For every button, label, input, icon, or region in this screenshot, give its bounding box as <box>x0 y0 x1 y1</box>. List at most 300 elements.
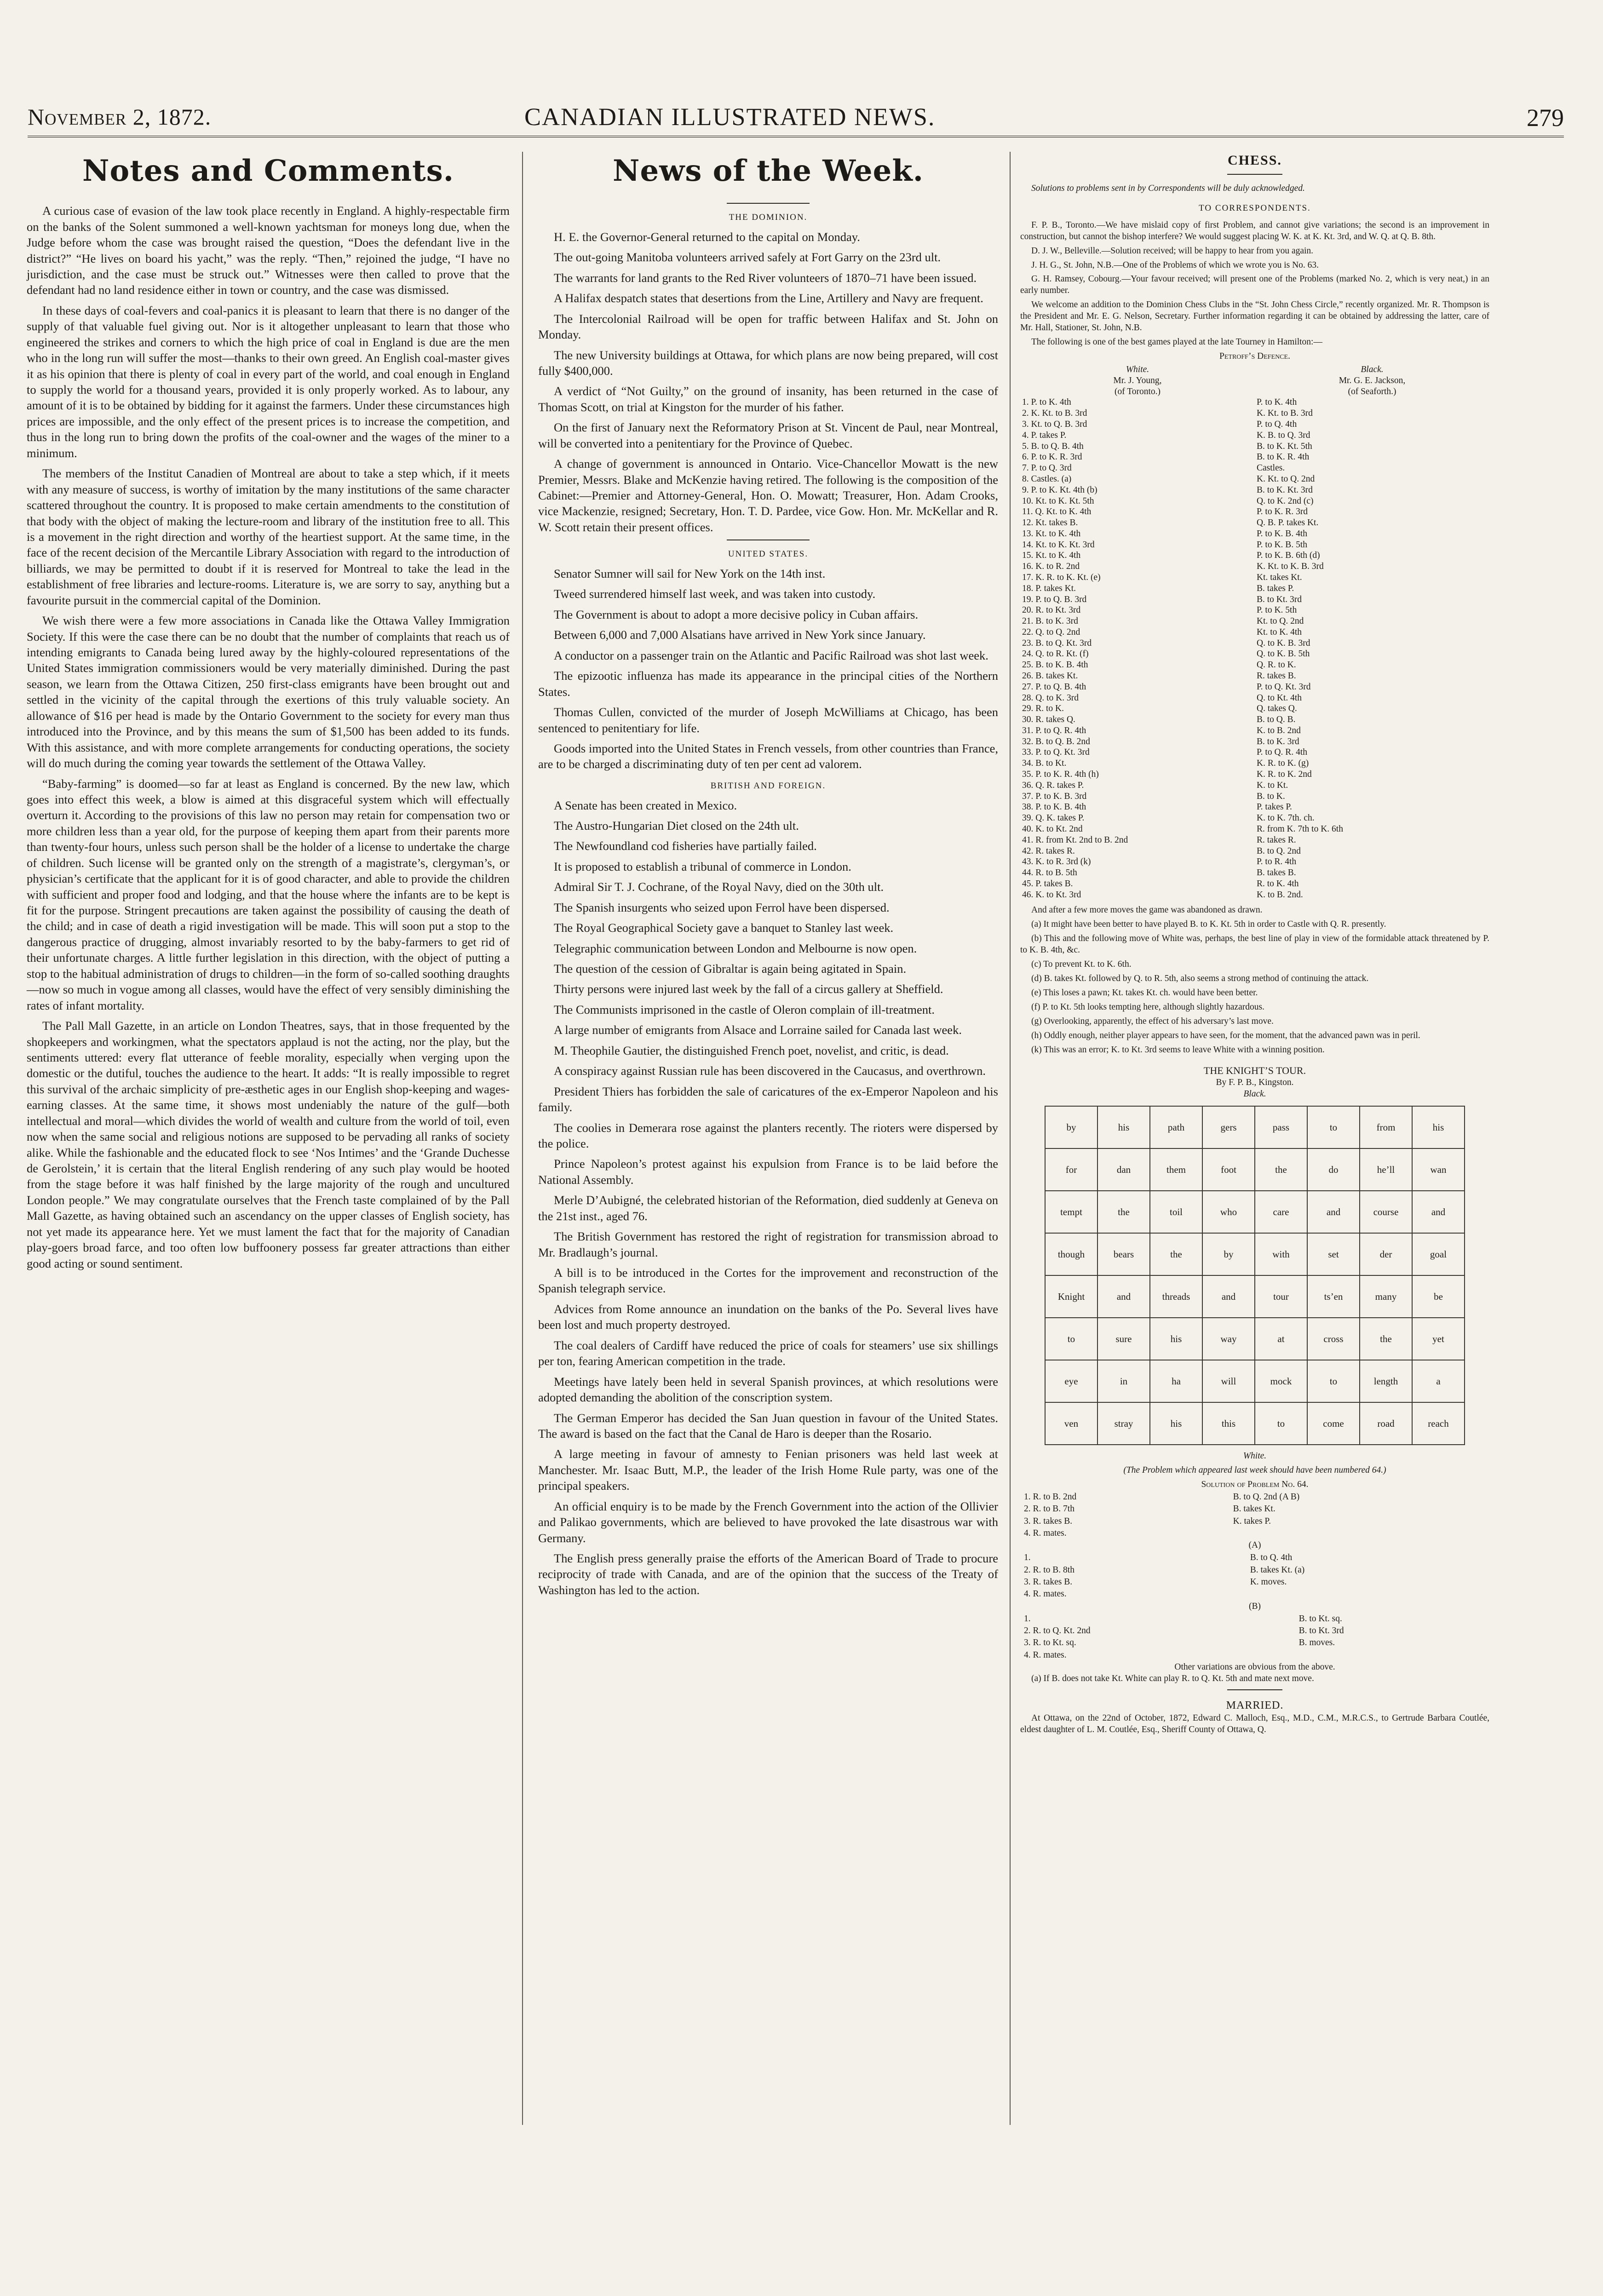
tour-cell: tempt <box>1045 1191 1097 1233</box>
tour-row <box>1045 1275 1465 1318</box>
white-move: 24. Q. to R. Kt. (f) <box>1022 649 1089 659</box>
tour-cell: wan <box>1412 1148 1465 1191</box>
black-move: B. to Kt. 3rd <box>1257 594 1302 604</box>
solution-row <box>1021 1577 1488 1588</box>
white-move: 46. K. to Kt. 3rd <box>1022 890 1081 900</box>
notes-column <box>27 152 510 1276</box>
variation-a-label: (A) <box>1248 1540 1261 1550</box>
solution-row <box>1021 1516 1488 1527</box>
tour-cell: dan <box>1097 1148 1150 1191</box>
news-item: A conductor on a passenger train on the Atlantic and Pacific Railroad was shot last week. <box>554 648 988 662</box>
move-row <box>1020 693 1489 704</box>
solution-row <box>1021 1637 1488 1648</box>
move-row <box>1020 419 1489 430</box>
white-move: 43. K. to R. 3rd (k) <box>1022 857 1091 867</box>
solution-table <box>1020 1491 1489 1540</box>
correspondent-note: G. H. Ramsey, Cobourg.—Your favour received; will present one of the Problems (marked No. 2, which is very neat,) in an early number. <box>1020 274 1489 296</box>
news-item: On the first of January next the Reformatory Prison at St. Vincent de Paul, near Montreal, will be converted into a penitentiary for the Province of Quebec. <box>538 420 998 450</box>
news-item: The Spanish insurgents who seized upon Ferrol have been dispersed. <box>554 900 890 914</box>
black-player: Mr. G. E. Jackson, <box>1339 375 1406 385</box>
tour-cell: der <box>1360 1233 1412 1275</box>
news-item: A large meeting in favour of amnesty to Fenian prisoners was held last week at Manchester. Mr. Isaac Butt, M.P., the leader of the Irish Home Rule party, was one of the principal speakers. <box>538 1447 998 1493</box>
black-move: B. takes B. <box>1257 868 1296 878</box>
black-move: P. to K. R. 3rd <box>1257 507 1308 517</box>
news-item: Meetings have lately been held in several Spanish provinces, at which resolutions were adopted demanding the abolition of the conscription system. <box>538 1374 998 1405</box>
white-move: 5. B. to Q. B. 4th <box>1022 441 1084 451</box>
section-british-foreign: BRITISH AND FOREIGN. <box>710 781 826 791</box>
white-move: 3. R. to Kt. sq. <box>1024 1638 1076 1648</box>
black-move: Kt. to Q. 2nd <box>1257 616 1304 626</box>
move-row <box>1020 736 1489 747</box>
black-move: P. to K. B. 6th (d) <box>1257 551 1320 561</box>
black-move: B. to Kt. 3rd <box>1298 1626 1344 1636</box>
game-notes <box>1020 919 1489 1056</box>
united-states-items <box>538 566 998 772</box>
news-item: The Intercolonial Railroad will be open for traffic between Halifax and St. John on Monday. <box>538 311 998 342</box>
news-item: A conspiracy against Russian rule has been discovered in the Caucasus, and overthrown. <box>554 1064 986 1078</box>
black-move: B. moves. <box>1298 1638 1335 1648</box>
move-row <box>1020 878 1489 890</box>
news-item: The English press generally praise the efforts of the American Board of Trade to procure reciprocity of trade with Canada, and are of the opinion that the success of the Treaty of Washington has led to the action. <box>538 1551 998 1597</box>
white-move: 1. <box>1024 1613 1031 1624</box>
news-item: Goods imported into the United States in French vessels, from other countries than France, are to be charged a discriminating duty of ten per cent ad valorem. <box>538 741 998 771</box>
game-note: (g) Overlooking, apparently, the effect of his adversary’s last move. <box>1031 1016 1274 1027</box>
tour-cell: do <box>1307 1148 1360 1191</box>
tour-cell: bears <box>1097 1233 1150 1275</box>
black-move: P. to K. 5th <box>1257 605 1297 615</box>
variation-a-table <box>1020 1551 1489 1601</box>
news-item: The out-going Manitoba volunteers arrived safely at Fort Garry on the 23rd ult. <box>554 250 941 264</box>
black-move: P. to K. B. 5th <box>1257 540 1307 550</box>
correspondents-list <box>1020 220 1489 297</box>
white-move: 11. Q. Kt. to K. 4th <box>1022 507 1092 517</box>
move-row <box>1020 517 1489 528</box>
tour-cell: to <box>1255 1402 1307 1445</box>
solution-title: Solution of Problem No. 64. <box>1201 1479 1309 1489</box>
black-move <box>1247 1589 1488 1600</box>
news-item: Thomas Cullen, convicted of the murder of Joseph McWilliams at Chicago, has been sentenced to penitentiary for life. <box>538 705 998 735</box>
game-note: (k) This was an error; K. to Kt. 3rd seems to leave White with a winning position. <box>1031 1045 1325 1055</box>
section-dominion: THE DOMINION. <box>729 212 808 223</box>
move-row <box>1020 703 1489 714</box>
white-move: 4. R. mates. <box>1024 1650 1067 1660</box>
white-move: 6. P. to K. R. 3rd <box>1022 452 1082 462</box>
black-move: P. to K. 4th <box>1257 397 1297 408</box>
solution-row <box>1021 1565 1488 1576</box>
tour-cell: to <box>1307 1106 1360 1148</box>
white-move: 21. B. to K. 3rd <box>1022 616 1078 626</box>
white-move: 33. P. to Q. Kt. 3rd <box>1022 747 1090 758</box>
divider <box>727 203 810 204</box>
game-after: And after a few more moves the game was abandoned as drawn. <box>1031 905 1263 915</box>
news-item: The British Government has restored the right of registration for transmission abroad to Mr. Bradlaugh’s journal. <box>538 1229 998 1259</box>
tour-cell: his <box>1097 1106 1150 1148</box>
white-move: 37. P. to K. B. 3rd <box>1022 791 1087 801</box>
white-move: 29. R. to K. <box>1022 704 1064 714</box>
tour-cell: goal <box>1412 1233 1465 1275</box>
tour-cell: way <box>1202 1318 1255 1360</box>
white-move: 3. R. takes B. <box>1024 1577 1073 1587</box>
news-item: The coolies in Demerara rose against the planters recently. The rioters were dispersed by the police. <box>538 1120 998 1150</box>
white-move: 8. Castles. (a) <box>1022 474 1072 484</box>
news-item: The Newfoundland cod fisheries have partially failed. <box>554 839 817 853</box>
tour-cell: by <box>1045 1106 1097 1148</box>
move-row <box>1020 780 1489 791</box>
move-row <box>1020 627 1489 638</box>
game-note: (a) It might have been better to have played B. to K. Kt. 5th in order to Castle with Q. R. presently. <box>1031 919 1386 930</box>
move-row <box>1020 561 1489 572</box>
move-row <box>1020 485 1489 496</box>
solution-row <box>1021 1625 1488 1636</box>
news-item: Thirty persons were injured last week by the fall of a circus gallery at Sheffield. <box>554 982 943 996</box>
move-row <box>1020 660 1489 671</box>
tour-cell: and <box>1307 1191 1360 1233</box>
black-move: B. takes Kt. (a) <box>1250 1565 1305 1575</box>
tour-cell: care <box>1255 1191 1307 1233</box>
news-item: A large number of emigrants from Alsace and Lorraine sailed for Canada last week. <box>554 1023 962 1037</box>
black-move: Castles. <box>1257 463 1285 473</box>
tour-cell: with <box>1255 1233 1307 1275</box>
tour-cell: tour <box>1255 1275 1307 1318</box>
white-move: 13. Kt. to K. 4th <box>1022 528 1081 539</box>
black-move: R. takes B. <box>1257 671 1296 681</box>
tour-cell: for <box>1045 1148 1097 1191</box>
masthead <box>28 94 1564 138</box>
black-move: R. takes R. <box>1257 835 1296 845</box>
white-move: 3. Kt. to Q. B. 3rd <box>1022 419 1087 430</box>
variation-b-label: (B) <box>1249 1601 1261 1611</box>
game-intro: The following is one of the best games played at the late Tourney in Hamilton:— <box>1031 337 1322 347</box>
tour-cell: stray <box>1097 1402 1150 1445</box>
white-move: 2. K. Kt. to B. 3rd <box>1022 408 1087 419</box>
move-row <box>1020 890 1489 901</box>
black-move: B. to Kt. sq. <box>1298 1613 1342 1624</box>
tour-cell: the <box>1150 1233 1202 1275</box>
solutions-note: Solutions to problems sent in by Correspondents will be duly acknowledged. <box>1031 184 1305 194</box>
solution-row <box>1021 1504 1488 1515</box>
white-move: 9. P. to K. Kt. 4th (b) <box>1022 485 1097 495</box>
tour-cell: to <box>1045 1318 1097 1360</box>
black-move: B. to K. 3rd <box>1257 736 1299 746</box>
black-move: K. R. to K. 2nd <box>1257 769 1312 780</box>
news-item: Admiral Sir T. J. Cochrane, of the Royal Navy, died on the 30th ult. <box>554 880 884 894</box>
tour-cell: the <box>1360 1318 1412 1360</box>
tour-row <box>1045 1318 1465 1360</box>
tour-title: THE KNIGHT’S TOUR. <box>1203 1064 1306 1076</box>
white-move: 4. P. takes P. <box>1022 430 1067 440</box>
black-move: B. takes Kt. <box>1233 1504 1276 1514</box>
news-item: The epizootic influenza has made its appearance in the principal cities of the Northern States. <box>538 669 998 699</box>
tour-cell: a <box>1412 1360 1465 1402</box>
black-move: P. to K. B. 4th <box>1257 528 1307 539</box>
news-item: The Government is about to adopt a more decisive policy in Cuban affairs. <box>554 607 919 621</box>
black-move: B. takes P. <box>1257 583 1294 593</box>
tour-top-label: Black. <box>1243 1089 1266 1099</box>
tour-cell: course <box>1360 1191 1412 1233</box>
black-move: Kt. to K. 4th <box>1257 627 1302 637</box>
black-move: K. Kt. to Q. 2nd <box>1257 474 1315 484</box>
black-move: K. to B. 2nd. <box>1257 890 1303 900</box>
tour-cell: the <box>1255 1148 1307 1191</box>
tour-cell: sure <box>1097 1318 1150 1360</box>
white-move: 23. B. to Q. Kt. 3rd <box>1022 638 1092 648</box>
tour-cell: eye <box>1045 1360 1097 1402</box>
move-row <box>1020 528 1489 540</box>
white-move: 4. R. mates. <box>1024 1528 1067 1538</box>
move-row <box>1020 452 1489 463</box>
notes-paragraph: The members of the Institut Canadien of Montreal are about to take a step which, if it meets with any measure of success, is worthy of imitation by the many institutions of the same character scattered throughout the country. It is proposed to make certain amendments to the constitution of that body with the object of making the lecture-room and library of the institution free to all. This is a movement in the right direction and worthy of the heartiest support. At the same time, in the face of the recent decision of the Mercantile Library Association with regard to the introduction of billiards, we may be permitted to doubt if it is reserved for Montreal to take the lead in the establishment of free libraries and lecture-rooms. Literature is, we are sorry to say, anything but a favourite pursuit in the commercial capital of the Dominion. <box>27 466 510 607</box>
white-move: 1. P. to K. 4th <box>1022 397 1071 408</box>
black-move: R. from K. 7th to K. 6th <box>1257 824 1343 834</box>
tour-cell: length <box>1360 1360 1412 1402</box>
white-place: (of Toronto.) <box>1114 386 1161 396</box>
tour-cell: ts’en <box>1307 1275 1360 1318</box>
black-move: Q. to K. 2nd (c) <box>1257 496 1314 506</box>
game-note: (d) B. takes Kt. followed by Q. to R. 5th, also seems a strong method of continuing the attack. <box>1031 974 1369 984</box>
tour-cell: he’ll <box>1360 1148 1412 1191</box>
black-move: K. to B. 2nd <box>1257 725 1301 735</box>
white-move: 40. K. to Kt. 2nd <box>1022 824 1083 834</box>
game-note: (b) This and the following move of White was, perhaps, the best line of play in view of the formidable attack threatened by P. to K. B. 4th, &c. <box>1020 934 1489 955</box>
move-row <box>1020 550 1489 561</box>
white-move: 41. R. from Kt. 2nd to B. 2nd <box>1022 835 1128 845</box>
game-title: Petroff’s Defence. <box>1219 351 1290 362</box>
chess-column <box>1020 152 1489 1739</box>
news-item: An official enquiry is to be made by the French Government into the action of the Ollivier and Palikao governments, which are believed to have provoked the late disastrous war with Germany. <box>538 1499 998 1545</box>
white-move: 20. R. to Kt. 3rd <box>1022 605 1081 615</box>
white-move: 2. R. to B. 8th <box>1024 1565 1074 1575</box>
black-move: P. to Q. Kt. 3rd <box>1257 682 1311 692</box>
solution-row <box>1021 1613 1488 1624</box>
move-row <box>1020 747 1489 758</box>
white-move: 4. R. mates. <box>1024 1589 1067 1599</box>
section-united-states: UNITED STATES. <box>728 549 809 559</box>
black-move: P. to R. 4th <box>1257 857 1297 867</box>
news-item: The new University buildings at Ottawa, for which plans are now being prepared, will cost fully $400,000. <box>538 348 998 378</box>
tour-cell: his <box>1412 1106 1465 1148</box>
other-variations: Other variations are obvious from the above. <box>1174 1662 1335 1672</box>
tour-row <box>1045 1148 1465 1191</box>
move-row <box>1020 813 1489 824</box>
tour-cell: many <box>1360 1275 1412 1318</box>
tour-cell: by <box>1202 1233 1255 1275</box>
black-move: B. to Q. 4th <box>1250 1553 1293 1563</box>
tour-row <box>1045 1191 1465 1233</box>
tour-cell: them <box>1150 1148 1202 1191</box>
tour-cell: his <box>1150 1318 1202 1360</box>
news-item: It is proposed to establish a tribunal of commerce in London. <box>554 859 851 873</box>
move-row <box>1020 430 1489 441</box>
tour-cell: will <box>1202 1360 1255 1402</box>
news-item: The Austro-Hungarian Diet closed on the 24th ult. <box>554 818 799 832</box>
page-number: 279 <box>1527 104 1564 132</box>
tour-cell: path <box>1150 1106 1202 1148</box>
black-move: B. to Q. 2nd (A B) <box>1233 1492 1300 1502</box>
solution-footnote: (a) If B. does not take Kt. White can play R. to Q. Kt. 5th and mate next move. <box>1031 1674 1314 1684</box>
white-move: 27. P. to Q. B. 4th <box>1022 682 1086 692</box>
solution-row <box>1021 1528 1488 1539</box>
news-item: The coal dealers of Cardiff have reduced the price of coals for steamers’ use six shillings per ton, fearing American competition in the trade. <box>538 1338 998 1368</box>
correspondent-note: J. H. G., St. John, N.B.—One of the Problems of which we wrote you is No. 63. <box>1031 260 1319 270</box>
black-move: Q. to K. B. 3rd <box>1257 638 1310 648</box>
white-move: 45. P. takes B. <box>1022 878 1073 889</box>
issue-date: November 2, 1872. <box>28 104 212 130</box>
white-move: 39. Q. K. takes P. <box>1022 813 1085 823</box>
news-item: The German Emperor has decided the San Juan question in favour of the United States. The award is based on the fact that the Canal de Haro is deeper than the Rosario. <box>538 1411 998 1441</box>
move-row <box>1020 682 1489 693</box>
white-move: 38. P. to K. B. 4th <box>1022 802 1086 812</box>
game-note: (f) P. to Kt. 5th looks tempting here, although slightly hazardous. <box>1031 1002 1264 1012</box>
news-heading: News of the Week. <box>613 154 924 188</box>
white-move: 35. P. to K. R. 4th (h) <box>1022 769 1099 780</box>
tour-row <box>1045 1106 1465 1148</box>
white-move: 16. K. to R. 2nd <box>1022 562 1080 572</box>
tour-cell: ha <box>1150 1360 1202 1402</box>
move-row <box>1020 463 1489 474</box>
black-move: B. to K. Kt. 3rd <box>1257 485 1313 495</box>
white-move: 30. R. takes Q. <box>1022 715 1075 725</box>
black-move: Q. to Kt. 4th <box>1257 693 1302 703</box>
tour-cell: gers <box>1202 1106 1255 1148</box>
tour-cell: pass <box>1255 1106 1307 1148</box>
news-item: M. Theophile Gautier, the distinguished French poet, novelist, and critic, is dead. <box>554 1043 949 1057</box>
tour-cell: and <box>1412 1191 1465 1233</box>
move-row <box>1020 649 1489 660</box>
black-move: B. to Q. B. <box>1257 715 1296 725</box>
black-move: K. Kt. to K. B. 3rd <box>1257 562 1324 572</box>
news-item: Telegraphic communication between London and Melbourne is now open. <box>554 941 917 955</box>
news-item: The question of the cession of Gibraltar is again being agitated in Spain. <box>554 962 907 976</box>
news-item: A Halifax despatch states that desertions from the Line, Artillery and Navy are frequent. <box>554 291 983 305</box>
solution-row <box>1021 1492 1488 1503</box>
news-item: A bill is to be introduced in the Cortes for the improvement and reconstruction of the Spanish telegraph service. <box>538 1266 998 1296</box>
news-item: H. E. the Governor-General returned to the capital on Monday. <box>554 230 860 244</box>
move-row <box>1020 867 1489 878</box>
black-move: P. to Q. R. 4th <box>1257 747 1307 758</box>
tour-cell: cross <box>1307 1318 1360 1360</box>
white-move: 1. <box>1024 1553 1031 1563</box>
tour-row <box>1045 1360 1465 1402</box>
tour-row <box>1045 1402 1465 1445</box>
white-move: 18. P. takes Kt. <box>1022 583 1076 593</box>
white-move: 2. R. to B. 7th <box>1024 1504 1074 1514</box>
move-row <box>1020 835 1489 846</box>
move-row <box>1020 638 1489 649</box>
tour-author: By F. P. B., Kingston. <box>1216 1078 1294 1088</box>
white-move: 12. Kt. takes B. <box>1022 518 1078 528</box>
news-item: A verdict of “Not Guilty,” on the ground of insanity, has been returned in the case of Thomas Scott, on trial at Kingston for the murder of his father. <box>538 384 998 414</box>
black-move: Q. to K. B. 5th <box>1257 649 1310 659</box>
tour-cell: this <box>1202 1402 1255 1445</box>
black-move: K. moves. <box>1250 1577 1287 1587</box>
white-move: 25. B. to K. B. 4th <box>1022 660 1088 670</box>
white-player: Mr. J. Young, <box>1113 375 1162 385</box>
notes-paragraph: In these days of coal-fevers and coal-panics it is pleasant to learn that there is no danger of the supply of that valuable fuel giving out. Nor is it altogether unpleasant to learn that those who engineered the strikes and corners to which the high price of coal in England is due are the men who in the long run will suffer the most—thanks to their own greed. An English coal-master gives it as his opinion that there is plenty of coal in every part of the world, and coal enough in England to supply the world for a thousand years, provided it is only properly worked. As to labour, any amount of it is to be obtained by bidding for it against the farmers. Under these circumstances high prices are impossible, and the only effect of the present prices is to increase the competition, and thus in the long run to bring down the profits of the coal-owner and the wages of the miner to a minimum. <box>27 303 510 460</box>
correspondent-note: F. P. B., Toronto.—We have mislaid copy of first Problem, and cannot give variations; the second is an improvement in construction, but cannot the bishop interfere? We would suggest placing W. K. at K. Kt. 3rd, and W. Q. at Q. B. 8th. <box>1020 220 1489 241</box>
news-item: A Senate has been created in Mexico. <box>554 798 737 812</box>
white-move: 19. P. to Q. B. 3rd <box>1022 594 1087 604</box>
tour-cell: foot <box>1202 1148 1255 1191</box>
notes-paragraph: We wish there were a few more associations in Canada like the Ottawa Valley Immigration Society. If this were the case there can be no doubt that the number of complaints that reach us of intending emigrants to Canada being lured away by the highly-coloured representations of the United States immigration commissioners would be very materially diminished. During the past season, we learn from the Ottawa Citizen, 250 first-class emigrants have been brought out and settled in the vicinity of the capital through the exertions of this truly valuable society. An allowance of $16 per head is made by the Ontario Government to the society for every man thus introduced into the Province, and by this means the sum of $1,500 has been added to its funds. With this assistance, and with more complete arrangements for conducting operations, the society will do much during the coming year towards the settlement of the Ottawa Valley. <box>27 614 510 770</box>
chess-heading: CHESS. <box>1228 153 1282 168</box>
white-move: 26. B. takes Kt. <box>1022 671 1078 681</box>
news-item: Between 6,000 and 7,000 Alsatians have arrived in New York since January. <box>554 628 926 642</box>
white-label: White. <box>1126 365 1149 375</box>
black-move: B. to Q. 2nd <box>1257 846 1301 856</box>
white-move: 3. R. takes B. <box>1024 1516 1073 1526</box>
black-move: R. to K. 4th <box>1257 878 1299 889</box>
tour-cell: and <box>1097 1275 1150 1318</box>
black-move: Q. B. P. takes Kt. <box>1257 518 1319 528</box>
white-move: 7. P. to Q. 3rd <box>1022 463 1072 473</box>
white-move: 32. B. to Q. B. 2nd <box>1022 736 1090 746</box>
news-column <box>538 152 998 1602</box>
white-move: 28. Q. to K. 3rd <box>1022 693 1079 703</box>
white-move: 34. B. to Kt. <box>1022 758 1067 769</box>
move-row <box>1020 758 1489 769</box>
game-note: (h) Oddly enough, neither player appears to have seen, for the moment, that the advanced pawn was in peril. <box>1031 1031 1420 1040</box>
black-move: K. R. to K. (g) <box>1257 758 1309 769</box>
move-row <box>1020 496 1489 507</box>
black-move: Kt. takes Kt. <box>1257 572 1302 582</box>
black-label: Black. <box>1361 365 1384 375</box>
dominion-items <box>538 229 998 535</box>
tour-cell: come <box>1307 1402 1360 1445</box>
news-item: Prince Napoleon’s protest against his expulsion from France is to be laid before the National Assembly. <box>538 1157 998 1187</box>
news-item: The Royal Geographical Society gave a banquet to Stanley last week. <box>554 921 894 935</box>
move-row <box>1020 594 1489 605</box>
black-move: B. to K. <box>1257 791 1285 801</box>
black-move: P. takes P. <box>1257 802 1292 812</box>
tour-cell: though <box>1045 1233 1097 1275</box>
move-row <box>1020 540 1489 551</box>
tour-cell: yet <box>1412 1318 1465 1360</box>
news-item: President Thiers has forbidden the sale of caricatures of the ex-Emperor Napoleon and his family. <box>538 1084 998 1114</box>
news-item: Tweed surrendered himself last week, and was taken into custody. <box>554 587 876 601</box>
white-move: 15. Kt. to K. 4th <box>1022 551 1081 561</box>
married-notice: At Ottawa, on the 22nd of October, 1872, Edward C. Malloch, Esq., M.D., C.M., M.R.C.S., to Gertrude Barbara Coutlée, eldest daughter of L. M. Coutlée, Esq., Sheriff County of Ottawa, Q. <box>1020 1713 1489 1734</box>
tour-cell: the <box>1097 1191 1150 1233</box>
move-row <box>1020 441 1489 452</box>
solution-row <box>1021 1552 1488 1563</box>
column-divider <box>1010 152 1011 2125</box>
move-row <box>1020 397 1489 408</box>
move-row <box>1020 583 1489 594</box>
solution-row <box>1021 1589 1488 1600</box>
news-item: The warrants for land grants to the Red River volunteers of 1870–71 have been issued. <box>554 270 977 285</box>
correspondents-title: TO CORRESPONDENTS. <box>1199 203 1311 213</box>
tour-cell: and <box>1202 1275 1255 1318</box>
notes-heading: Notes and Comments. <box>82 154 454 188</box>
game-note: (e) This loses a pawn; Kt. takes Kt. ch. would have been better. <box>1031 988 1258 998</box>
black-move: K. B. to Q. 3rd <box>1257 430 1310 440</box>
move-row <box>1020 725 1489 736</box>
move-row <box>1020 616 1489 627</box>
tour-bottom-label: White. <box>1243 1451 1267 1461</box>
correspondent-note: D. J. W., Belleville.—Solution received; will be happy to hear from you again. <box>1031 246 1314 256</box>
tour-cell: reach <box>1412 1402 1465 1445</box>
black-move: P. to Q. 4th <box>1257 419 1297 430</box>
chess-welcome: We welcome an addition to the Dominion Chess Clubs in the “St. John Chess Circle,” recently organized. Mr. R. Thompson is the President and Mr. E. G. Nelson, Secretary. Further information regarding it can be obtained by addressing the latter, care of Mr. Hall, Stationer, St. John, N.B. <box>1020 300 1489 333</box>
tour-cell: Knight <box>1045 1275 1097 1318</box>
tour-cell: ven <box>1045 1402 1097 1445</box>
divider <box>1227 174 1282 175</box>
game-moves-table <box>1020 364 1489 900</box>
notes-paragraph: “Baby-farming” is doomed—so far at least as England is concerned. By the new law, which goes into effect this week, a blow is aimed at this disgraceful system which will effectually overturn it. According to the provisions of this law no person may retain for compensation two or more children less than a year old, for the purpose of keeping them apart from their parents more than twenty-four hours, unless such person shall be the holder of a license to undertake the charge of children. Such license will be granted only on the strength of a magistrate’s, clergyman’s, or physician’s certificate that the applicant for it is of good character, and able to provide the children with sufficient and proper food and lodging, and that the house where the infants are to be kept is fit for the purpose. Stringent precautions are taken against the possibility of causing the death of the child; and in case of death a rigid investigation will be made. This will soon put a stop to the dangerous practice of drugging, almost invariably resorted to by the baby-farmers to get rid of their unfortunate charges. A little further legislation in this direction, with the object of putting a stop to the habitual administration of drugs to children—in the form of so-called soothing draughts—now so much in vogue among all classes, would have the effect of very sensibly diminishing the rates of infant mortality. <box>27 776 510 1012</box>
move-row <box>1020 846 1489 857</box>
knights-tour-grid <box>1045 1106 1465 1445</box>
tour-row <box>1045 1233 1465 1275</box>
